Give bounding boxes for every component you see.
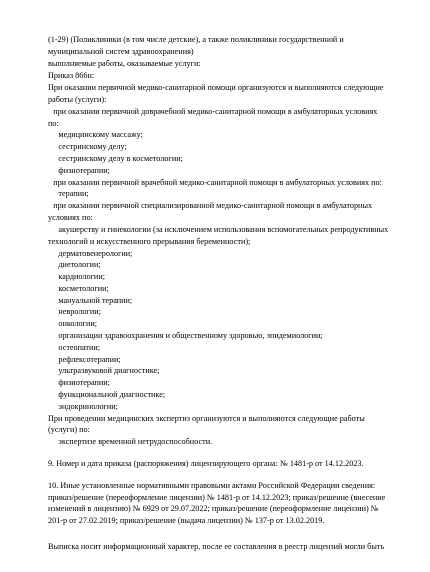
text-line: медицинскому массажу; <box>58 130 143 139</box>
text-line: неврологии; <box>58 307 101 316</box>
text-line: условиях по: <box>48 213 93 222</box>
text-line: онкологии; <box>58 319 97 328</box>
text-line: 10. Иные установленные нормативными правовыми актами Российской Федерации сведения: <box>48 481 376 490</box>
text-line: функциональной диагностике; <box>58 390 166 399</box>
text-line: диетологии; <box>58 260 101 269</box>
text-line: (услуги) по: <box>48 425 90 434</box>
text-line: муниципальной систем здравоохранения) <box>48 47 194 56</box>
text-line: 201-р от 27.02.2019; приказ/решение (выдача лицензии) № 137-р от 13.02.2019. <box>48 516 325 525</box>
text-line: терапии; <box>58 189 89 198</box>
text-line: 9. Номер и дата приказа (распоряжения) лицензирующего органа: № 1481-р от 14.12.2023. <box>48 459 364 468</box>
text-line: приказ/решение (переоформление лицензии) № 1481-р от 14.12.2023; приказ/решение (внесение <box>48 493 386 502</box>
text-line: при оказании первичной доврачебной медико-санитарной помощи в амбулаторных условиях <box>53 107 378 116</box>
text-line: мануальной терапии; <box>58 296 133 305</box>
text-line: сестринскому делу в косметологии; <box>58 154 183 163</box>
text-line: физиотерапии; <box>58 166 110 175</box>
text-line: Выписка носит информационный характер, после ее составления в реестр лицензий могли быть <box>48 542 385 551</box>
text-line: выполняемые работы, оказываемые услуги: <box>48 59 201 68</box>
text-line: организации здравоохранения и общественному здоровью, эпидемиологии; <box>58 331 323 340</box>
text-line: экспертизе временной нетрудоспособности. <box>58 437 213 446</box>
text-line: акушерству и гинекологии (за исключением использования вспомогательных репродуктивных <box>58 225 389 234</box>
text-line: эндокринологии; <box>58 402 118 411</box>
text-line: технологий и искусственного прерывания беременности); <box>48 237 251 246</box>
text-line: рефлексотерапии; <box>58 355 121 364</box>
text-line: при оказании первичной врачебной медико-санитарной помощи в амбулаторных условиях по: <box>53 178 382 187</box>
text-line: работы (услуги): <box>48 95 107 104</box>
text-line: При проведении медицинских экспертиз организуются и выполняются следующие работы <box>48 414 365 423</box>
text-line: ультразвуковой диагностике; <box>58 366 160 375</box>
text-line: при оказании первичной специализированной медико-санитарной помощи в амбулаторных <box>53 201 373 210</box>
text-line: (1-29) (Поликлиники (в том числе детские), а также поликлиники государственной и <box>48 35 344 44</box>
text-line: кардиологии; <box>58 272 105 281</box>
text-line: сестринскому делу; <box>58 142 127 151</box>
text-line: косметологии; <box>58 284 109 293</box>
text-line: Приказ 866н: <box>48 71 95 80</box>
text-line: остеопатии; <box>58 343 101 352</box>
text-line: по: <box>48 119 59 128</box>
text-line: физиотерапии; <box>58 378 110 387</box>
text-line: При оказании первичной медико-санитарной помощи организуются и выполняются следующие <box>48 83 384 92</box>
text-line: изменений в лицензию) № 6929 от 29.07.2022; приказ/решение (переоформление лицензии) № <box>48 504 379 513</box>
text-line: дерматовенерологии; <box>58 249 133 258</box>
